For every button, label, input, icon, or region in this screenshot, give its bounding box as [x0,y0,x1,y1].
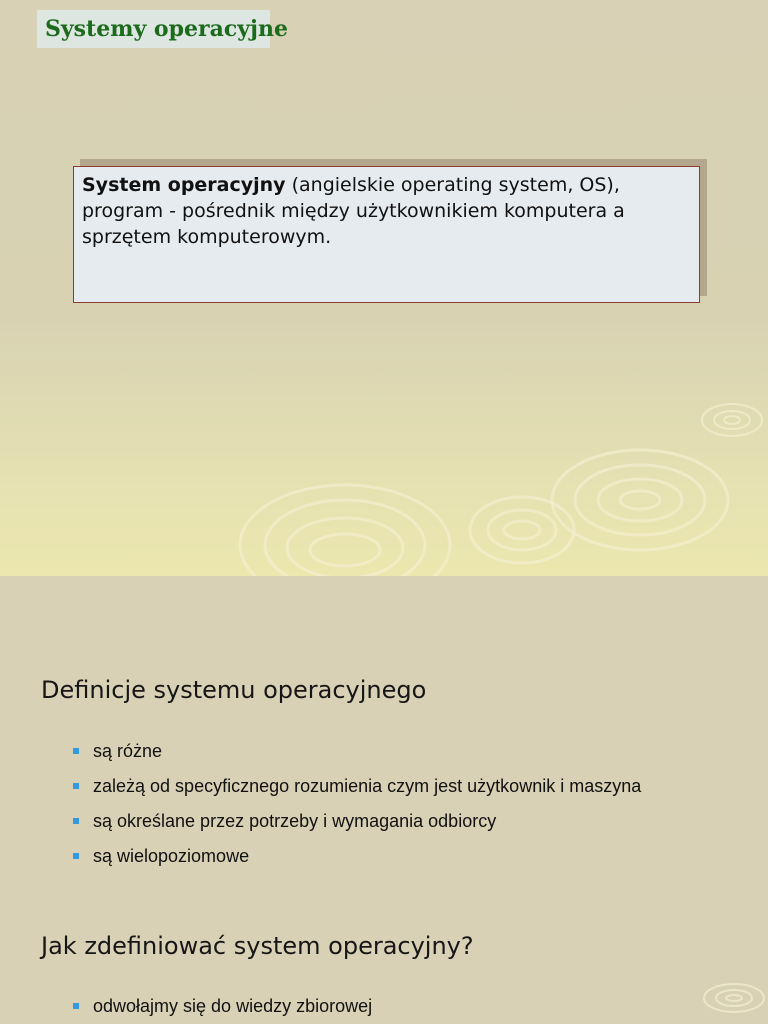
ripple-left [240,485,450,576]
bullet-square-icon [73,783,79,789]
heading-question: Jak zdefiniować system operacyjny? [41,932,474,960]
bullet-square-icon [73,853,79,859]
bullet-square-icon [73,748,79,754]
definition-term: System operacyjny [82,174,286,196]
bullet-square-icon [73,818,79,824]
heading-definitions: Definicje systemu operacyjnego [41,676,427,704]
definition-box [73,166,700,303]
ripple-decoration-corner [698,980,768,1020]
slide-title: Systemy operacyjne [45,16,288,42]
definition-rest: (angielskie operating system, OS), program - pośrednik między użytkownikiem komputera a sprzętem komputerowym. [82,174,625,248]
slide-2: Definicje systemu operacyjnego są różne zależą od specyficznego rozumienia czym jest użytkownik i maszyna są określane przez potrzeby i wymagania odbiorcy są wielopoziomowe Jak zdefiniować system operacyjny? odwołajmy się do wiedzy zbiorowej [0,576,768,1024]
title-box [37,10,288,48]
ripple-middle [470,497,574,563]
bullet-square-icon [73,1003,79,1009]
definition-text [82,172,691,250]
ripple-small [702,404,762,436]
ripple-right [552,450,728,550]
